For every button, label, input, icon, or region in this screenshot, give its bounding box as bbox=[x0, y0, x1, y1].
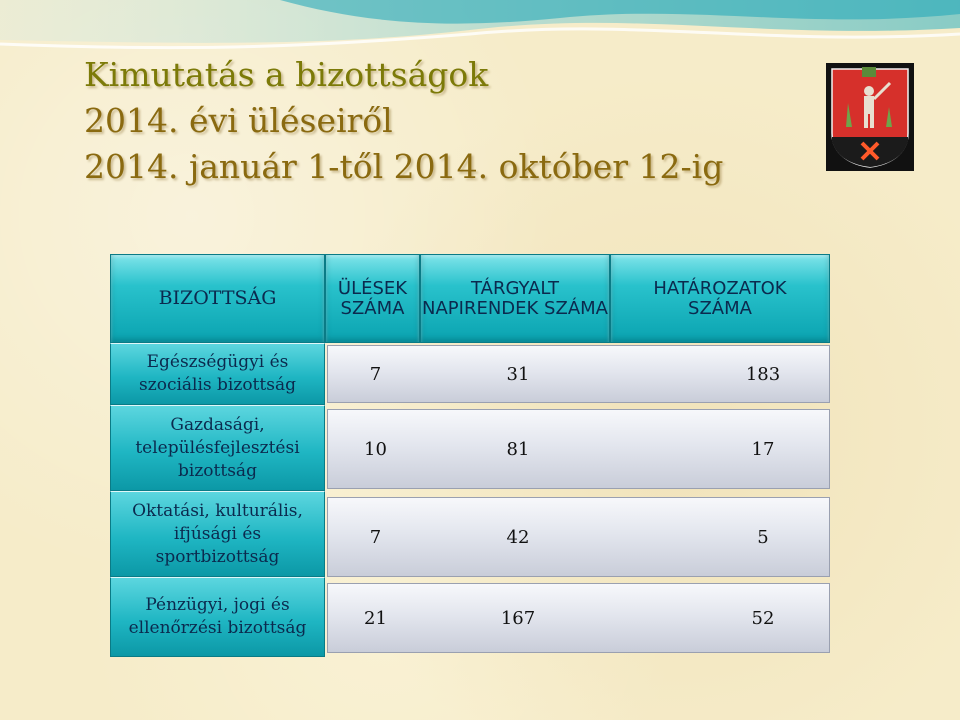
header-committee: BIZOTTSÁG bbox=[110, 254, 325, 343]
page-title bbox=[84, 52, 723, 190]
table-row bbox=[327, 497, 830, 577]
cell-agenda: 31 bbox=[506, 363, 530, 385]
row-committee-3: Oktatási, kulturális, ifjúsági és sportbizottság bbox=[110, 491, 325, 577]
header-agenda: TÁRGYALT NAPIRENDEK SZÁMA bbox=[420, 254, 610, 343]
title-line-1: Kimutatás a bizottságok bbox=[84, 55, 489, 94]
header-resolutions: HATÁROZATOK SZÁMA bbox=[610, 254, 830, 343]
cell-agenda: 81 bbox=[506, 438, 530, 460]
table-row bbox=[327, 409, 830, 489]
coat-of-arms-icon bbox=[826, 63, 914, 171]
table-row bbox=[327, 583, 830, 653]
row-committee-2: Gazdasági, településfejlesztési bizottság bbox=[110, 405, 325, 491]
cell-sessions: 7 bbox=[369, 526, 382, 548]
title-line-2: 2014. évi üléseiről bbox=[84, 101, 393, 140]
cell-sessions: 7 bbox=[369, 363, 382, 385]
cell-resolutions: 17 bbox=[751, 438, 775, 460]
row-committee-4: Pénzügyi, jogi és ellenőrzési bizottság bbox=[110, 577, 325, 657]
committee-table bbox=[110, 254, 830, 657]
cell-agenda: 167 bbox=[500, 607, 536, 629]
cell-sessions: 10 bbox=[364, 438, 387, 460]
cell-resolutions: 5 bbox=[757, 526, 769, 548]
row-committee-1: Egészségügyi és szociális bizottság bbox=[110, 343, 325, 405]
cell-sessions: 21 bbox=[364, 607, 387, 629]
table-row bbox=[327, 345, 830, 403]
cell-resolutions: 52 bbox=[751, 607, 775, 629]
cell-agenda: 42 bbox=[506, 526, 530, 548]
header-sessions: ÜLÉSEK SZÁMA bbox=[325, 254, 420, 343]
cell-resolutions: 183 bbox=[745, 363, 781, 385]
title-line-3: 2014. január 1-től 2014. október 12-ig bbox=[84, 147, 724, 186]
